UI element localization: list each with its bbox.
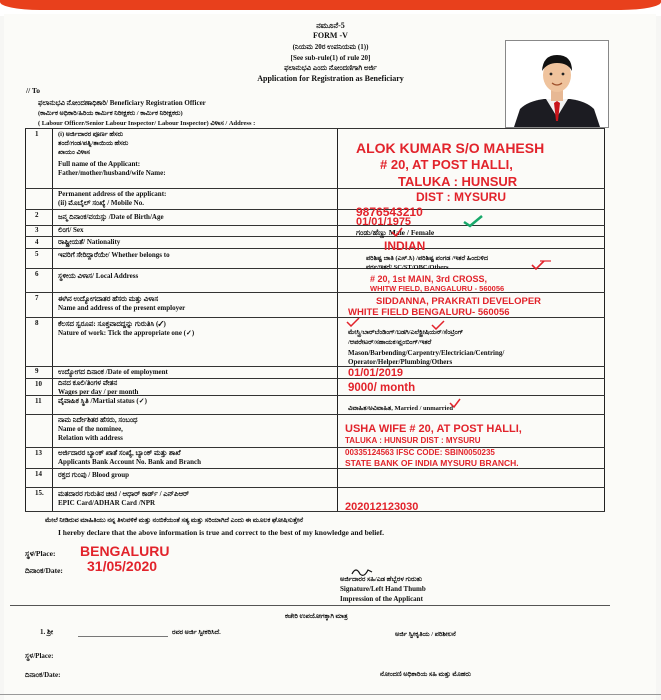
office-line-1c: ಅರ್ಜಿ ಸ್ವೀಕೃತಿಯ / ಪರಿಶೀಲನೆ: [395, 631, 456, 638]
row-number: 15.: [35, 489, 44, 497]
check-mark-icon: [345, 317, 361, 327]
check-mark-icon: [390, 226, 404, 238]
value-dob: 01/01/1975: [356, 216, 412, 228]
applicant-photo: [505, 40, 609, 128]
application-english: Application for Registration as Beneficiary: [257, 74, 404, 83]
value-work-en-1: Mason/Barbending/Carpentry/Electrician/Centring/: [348, 349, 505, 357]
signature-english-2: Impression of the Applicant: [340, 595, 423, 603]
check-mark-icon: [448, 398, 462, 408]
label-local-address: ಸ್ಥಳೀಯ ವಿಳಾಸ/ Local Address: [58, 272, 139, 280]
value-employer-1: SIDDANNA, PRAKRATI DEVELOPER: [376, 296, 542, 307]
office-divider: [10, 605, 610, 606]
row-number: 13: [35, 449, 42, 457]
value-work-kn-1: ಮೇಸ್ತ್ರಿ/ಬಾರ್‌ಬೆಂಡಿಂಗ್/ಬಡಗಿ/ಎಲೆಕ್ಟ್ರೀಷಿಯನ್/ಸೆಂಟ್ರಿಂಗ್: [348, 329, 464, 336]
row-number: 14: [35, 470, 42, 478]
row-line: [25, 468, 605, 469]
label-nature-of-work: ಕೆಲಸದ ಸ್ವರೂಪ: ಸೂಕ್ತವಾದದ್ದನ್ನು ಗುರುತಿಸಿ (✓) Nature of work: Tick the appropriate one (✓): [58, 320, 195, 337]
value-nominee-1: USHA WIFE # 20, AT POST HALLI,: [345, 423, 522, 435]
value-epic: 202012123030: [345, 501, 419, 513]
value-address-line-2: TALUKA : HUNSUR: [398, 174, 518, 189]
value-bank-2: STATE BANK OF INDIA MYSURU BRANCH.: [345, 458, 519, 468]
label-dob: ಜನ್ಮ ದಿನಾಂಕ/ವಯಸ್ಸು /Date of Birth/Age: [58, 213, 164, 221]
date-value: 31/05/2020: [87, 558, 158, 574]
row-line: [25, 511, 605, 512]
applicant-photo-graphic: [506, 41, 608, 127]
label-nominee: ನಾಮ ನಿರ್ದೇಶಿತರ ಹೆಸರು, ಸಂಬಂಧ Name of the nominee, Relation with address: [58, 416, 138, 442]
label-epic: ಮತದಾರರ ಗುರುತಿನ ಚೀಟಿ / ಆಧಾರ್ ಕಾರ್ಡ್ / ಎನ್‌ಪಿಆರ್ EPIC Card/ADHAR Card /NPR: [58, 490, 190, 507]
value-bank-1: 00335124563 IFSC CODE: SBIN0050235: [345, 448, 495, 457]
label-belongs-to: ಇವರಿಗೆ ಸೇರಿದ್ದಾರೆಯೇ/ Whether belongs to: [58, 251, 170, 259]
table-left-border: [25, 128, 26, 512]
bottom-edge: [0, 694, 661, 695]
place-value: BENGALURU: [80, 543, 170, 559]
application-kannada: ಫಲಾನುಭವಿ ಎಂದು ನೋಂದಣಿಗಾಗಿ ಅರ್ಜಿ: [284, 64, 377, 72]
orange-header-strip: [0, 0, 661, 10]
value-marital-status: ವಿವಾಹಿತ/ಅವಿವಾಹಿತ, Married / unmarried: [348, 405, 453, 412]
row-number: 9: [35, 367, 39, 375]
row-number: 2: [35, 211, 39, 219]
value-address-line-1: # 20, AT POST HALLI,: [380, 157, 513, 172]
row-number: 1: [35, 130, 39, 138]
label-applicant-kn: (i) ಅರ್ಜಿದಾರರ ಪೂರ್ಣ ಹೆಸರು ತಂದೆ/ಗಂಡ/ಪತ್ನಿ/ತಾಯಿಯ ಹೆಸರು ಖಾಯಂ ವಿಳಾಸ: [58, 131, 129, 156]
row-line: [25, 487, 605, 488]
check-mark-icon: [430, 320, 446, 330]
value-mobile: 9876543210: [356, 205, 423, 219]
value-nominee-2: TALUKA : HUNSUR DIST : MYSURU: [345, 436, 481, 445]
office-date: ದಿನಾಂಕ/Date:: [25, 671, 61, 679]
value-local-address-2: WHITW FIELD, BANGALURU - 560056: [370, 284, 505, 293]
row-line: [25, 317, 605, 318]
row-line: [25, 188, 605, 189]
label-wages: ದಿನದ ಕೂಲಿ/ತಿಂಗಳ ವೇತನ Wages per day / per month: [58, 379, 139, 396]
office-heading: ಕಚೇರಿ ಉಪಯೋಗಕ್ಕಾಗಿ ಮಾತ್ರ: [285, 613, 348, 620]
label-bank: ಅರ್ಜಿದಾರರ ಬ್ಯಾಂಕ್ ಖಾತೆ ಸಂಖ್ಯೆ, ಬ್ಯಾಂಕ್ ಮತ್ತು ಶಾಖೆ Applicants Bank Account No. Bank and Branch: [58, 449, 201, 466]
to-line-2: (ಕಾರ್ಮಿಕ ಅಧಿಕಾರಿ/ಹಿರಿಯ ಕಾರ್ಮಿಕ ನಿರೀಕ್ಷಕರು / ಕಾರ್ಮಿಕ ನಿರೀಕ್ಷಕರು): [38, 110, 183, 117]
row-line: [25, 225, 605, 226]
row-line: [25, 128, 605, 129]
value-name: ALOK KUMAR S/O MAHESH: [356, 140, 545, 156]
label-permanent-address: Permanent address of the applicant: (ii) ಮೊಬೈಲ್ ಸಂಖ್ಯೆ / Mobile No.: [58, 190, 167, 207]
value-belongs-en: ವರ್ಗ/ಇತರೆ/ SC/ST/OBC/Others: [366, 264, 449, 271]
to-label: // To: [26, 86, 40, 95]
rule-kannada: (ನಿಯಮ 20ರ ಉಪನಿಯಮ (1)): [292, 43, 369, 51]
place-label: ಸ್ಥಳ/Place:: [25, 549, 56, 558]
label-applicant-name: Full name of the Applicant: Father/mother/husband/wife Name:: [58, 160, 166, 177]
value-employer-2: WHITE FIELD BENGALURU- 560056: [348, 307, 510, 318]
office-blank-line: [78, 636, 168, 637]
row-number: 7: [35, 294, 39, 302]
declaration-english: I hereby declare that the above information is true and correct to the best of my knowledge and belief.: [58, 528, 385, 537]
signature-kannada: ಅರ್ಜಿದಾರರ ಸಹಿ/ಎಡ ಹೆಬ್ಬೆರಳ ಗುರುತು: [340, 576, 423, 583]
row-number: 4: [35, 238, 39, 246]
check-mark-icon: [530, 257, 552, 271]
to-line-3: ( Labour Officer/Senior Labour Inspector/ Labour Inspector) ವಿಳಾಸ / Address :: [38, 120, 256, 127]
row-line: [25, 366, 605, 367]
row-number: 6: [35, 270, 39, 278]
row-line: [25, 248, 605, 249]
office-line-1b: ರವರ ಅರ್ಜಿ ಸ್ವೀಕರಿಸಿದೆ.: [172, 629, 221, 636]
declaration-kannada: ಮೇಲೆ ನೀಡಿರುವ ಮಾಹಿತಿಯು ನನ್ನ ತಿಳುವಳಿಕೆ ಮತ್ತು ನಂಬಿಕೆಯಂತೆ ಸತ್ಯ ಮತ್ತು ಸರಿಯಾಗಿದೆ ಎಂದು ಈ ಮೂಲಕ ಘೋಷಿಸುತ್ತೇನೆ: [45, 517, 303, 524]
value-work-en-2: Operator/Helper/Plumbing/Others: [348, 358, 453, 366]
office-place: ಸ್ಥಳ/Place:: [25, 652, 54, 660]
to-line-1: ಫಲಾನುಭವಿ ನೋಂದಣಾಧಿಕಾರಿ/ Beneficiary Registration Officer: [38, 99, 206, 107]
table-mid-divider: [337, 128, 338, 512]
row-number: 3: [35, 226, 39, 234]
label-sex: ಲಿಂಗ/ Sex: [58, 226, 84, 234]
row-line: [25, 209, 605, 210]
label-nationality: ರಾಷ್ಟ್ರೀಯತೆ/ Nationality: [58, 238, 121, 246]
form-title: FORM -V: [313, 31, 348, 40]
office-line-1a: 1. ಶ್ರೀ: [40, 628, 54, 636]
row-line: [25, 447, 605, 448]
table-num-divider: [52, 128, 53, 512]
label-employer: ಈಗಿನ ಉದ್ಯೋಗದಾತರ ಹೆಸರು ಮತ್ತು ವಿಳಾಸ Name and address of the present employer: [58, 295, 186, 312]
office-officer-signature: ನೋಂದಣಿ ಅಧಿಕಾರಿಯ ಸಹಿ ಮತ್ತು ಮೊಹರು: [380, 671, 471, 678]
row-line: [25, 414, 605, 415]
label-blood-group: ರಕ್ತದ ಗುಂಪು / Blood group: [58, 471, 130, 479]
value-sex-options: ಗಂಡು/ಹೆಣ್ಣು Male / Female: [356, 228, 435, 237]
value-belongs-kn: ಪರಿಶಿಷ್ಟ ಜಾತಿ (ಎಸ್‌.ಸಿ) /ಪರಿಶಿಷ್ಟ ಪಂಗಡ /ಇತರೆ ಹಿಂದುಳಿದ: [366, 255, 489, 262]
check-mark-icon: [462, 214, 484, 228]
table-right-border: [604, 128, 605, 512]
label-date-of-employment: ಉದ್ಯೋಗದ ದಿನಾಂಕ /Date of employment: [58, 368, 168, 376]
value-wages: 9000/ month: [348, 382, 416, 394]
date-label: ದಿನಾಂಕ/Date:: [25, 566, 63, 575]
row-line: [25, 292, 605, 293]
row-number: 11: [35, 397, 42, 405]
row-line: [25, 268, 605, 269]
label-marital-status: ವೈವಾಹಿಕ ಸ್ಥಿತಿ /Martial status (✓): [58, 397, 147, 405]
value-work-kn-2: /ಆಪರೇಟರ್/ಸಹಾಯಕ/ಪ್ಲಂಬಿಂಗ್/ಇತರೆ: [348, 339, 432, 346]
row-number: 5: [35, 250, 39, 258]
value-address-line-3: DIST : MYSURU: [416, 190, 506, 204]
row-number: 10: [35, 380, 42, 388]
value-nationality: INDIAN: [384, 239, 426, 253]
signature-english-1: Signature/Left Hand Thumb: [340, 585, 426, 593]
row-line: [25, 236, 605, 237]
value-date-of-employment: 01/01/2019: [348, 367, 404, 379]
form-kannada-title: ನಮೂನೆ-5: [316, 21, 345, 30]
rule-english: [See sub-rule(1) of rule 20]: [290, 54, 371, 62]
row-number: 8: [35, 319, 39, 327]
value-local-address-1: # 20, 1st MAIN, 3rd CROSS,: [370, 274, 488, 284]
